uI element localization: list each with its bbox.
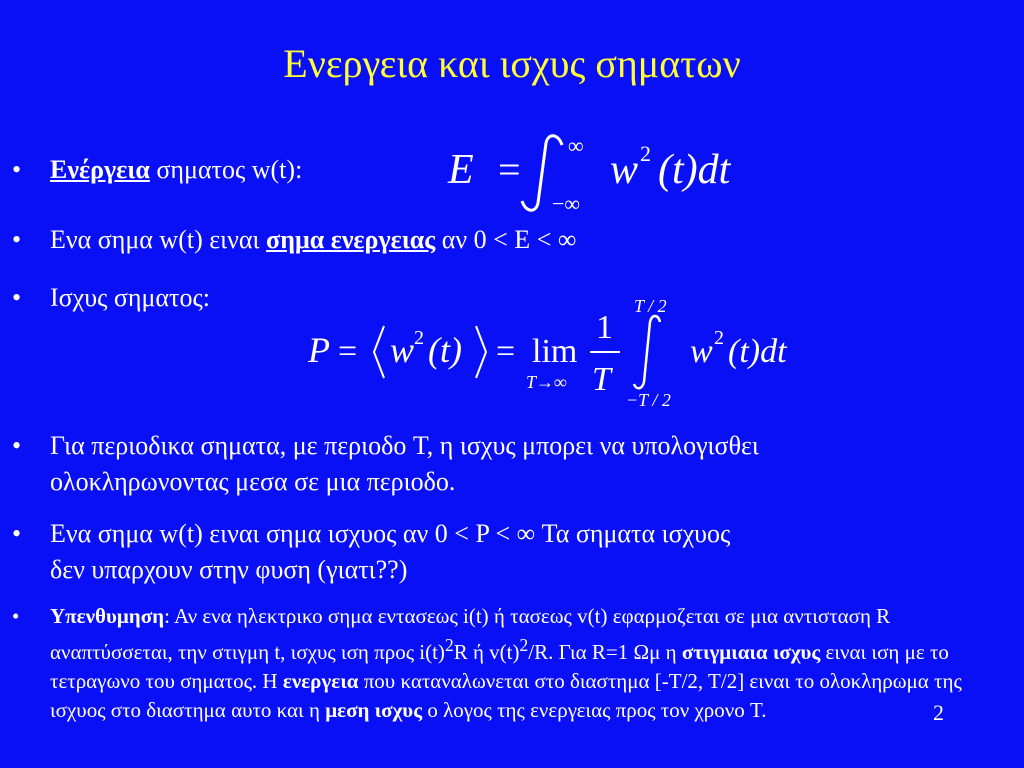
bullet-dot: • [12, 225, 22, 254]
eq-power-avg-w: w [390, 330, 415, 370]
energy-signal-pre: Ενα σημα w(t) ειναι [50, 225, 267, 254]
eq-power-avg-pow: 2 [414, 327, 424, 349]
reminder-term: Υπενθυμηση [50, 604, 165, 628]
eq-power-lim: lim [532, 333, 578, 370]
eq-power-arg: (t)dt [728, 333, 787, 370]
energy-signal-term: σημα ενεργειας [266, 225, 436, 254]
slide-title: Ενεργεια και ισχυς σηματων [283, 41, 741, 86]
eq-power-upper: T / 2 [634, 296, 667, 316]
eq-energy-power: 2 [640, 141, 651, 166]
average-power-term: μεση ισχυς [325, 698, 423, 722]
eq-power-w: w [690, 333, 713, 370]
eq-power-pow: 2 [714, 327, 724, 349]
eq-power-equals-2: = [496, 333, 516, 370]
reminder-text-3: /R. Για R=1 Ωμ η [528, 640, 682, 664]
bullet-dot: • [12, 431, 22, 460]
reminder-sup-2: 2 [519, 635, 529, 655]
energy-label: σηματος w(t): [149, 155, 303, 184]
reminder-text-2: R ή v(t) [453, 640, 520, 664]
reminder-text-5: που καταναλωνεται στο διαστημα [-T/2, T/2] ειναι το ολοκληρωμα της ισχυος στο διαστημα αυτο και η [50, 669, 962, 722]
eq-energy-lhs: E [448, 147, 474, 193]
reminder-sup-1: 2 [444, 635, 454, 655]
bullet-dot: • [12, 283, 22, 312]
periodic-line-1: Για περιοδικα σηματα, με περιοδο T, η ισχυς μπορει να υπολογισθει [50, 431, 759, 460]
eq-energy-arg: (t)dt [658, 147, 731, 193]
reminder-paragraph [50, 602, 1010, 725]
energy-term-2: ενεργεια [282, 669, 359, 693]
eq-power-lower: −T / 2 [626, 390, 671, 410]
instant-power-term: στιγμιαια ισχυς [681, 640, 821, 664]
power-signal-line-1: Ενα σημα w(t) ειναι σημα ισχυος αν 0 < P < ∞ Τα σηματα ισχυος [50, 519, 731, 548]
eq-energy-equals: = [498, 147, 521, 192]
energy-term: Ενέργεια [50, 155, 150, 184]
integral-sign [634, 316, 660, 388]
bullet-dot: • [12, 155, 22, 184]
reminder-text-6: ο λογος της ενεργειας προς τον χρονο T. [422, 698, 767, 722]
eq-energy-lower: −∞ [552, 191, 581, 216]
eq-power-lim-sub: T→∞ [526, 372, 567, 392]
eq-power-numerator: 1 [596, 309, 613, 346]
eq-energy-upper: ∞ [568, 133, 584, 158]
reminder-text-4: ειναι ιση με το τετραγωνο του σηματος. Η [50, 640, 949, 693]
power-label: Ισχυς σηματος: [50, 283, 211, 312]
eq-power-denominator: T [592, 361, 611, 398]
slide-number: 2 [933, 700, 944, 725]
right-angle-bracket [476, 326, 486, 378]
bullet-dot: • [12, 604, 20, 628]
eq-power-avg-arg: (t) [428, 330, 462, 370]
eq-energy-w: w [610, 147, 639, 193]
periodic-line-2: ολοκληρωνοντας μεσα σε μια περιοδο. [50, 467, 456, 496]
power-equation [300, 290, 820, 415]
bullet-dot: • [12, 519, 22, 548]
power-signal-line-2: δεν υπαρχουν στην φυση (γιατι??) [50, 555, 408, 584]
eq-power-lhs: P [308, 330, 330, 370]
energy-signal-post: αν 0 < E < ∞ [435, 225, 577, 254]
energy-equation [440, 125, 780, 220]
left-angle-bracket [374, 326, 384, 378]
reminder-text-1: : Αν ενα ηλεκτρικο σημα εντασεως i(t) ή τασεως v(t) εφαρμοζεται σε μια αντισταση R αναπτύσσεται, την στιγμη t, ισχυς ιση προς i(t) [50, 604, 891, 664]
eq-power-equals-1: = [338, 333, 358, 370]
